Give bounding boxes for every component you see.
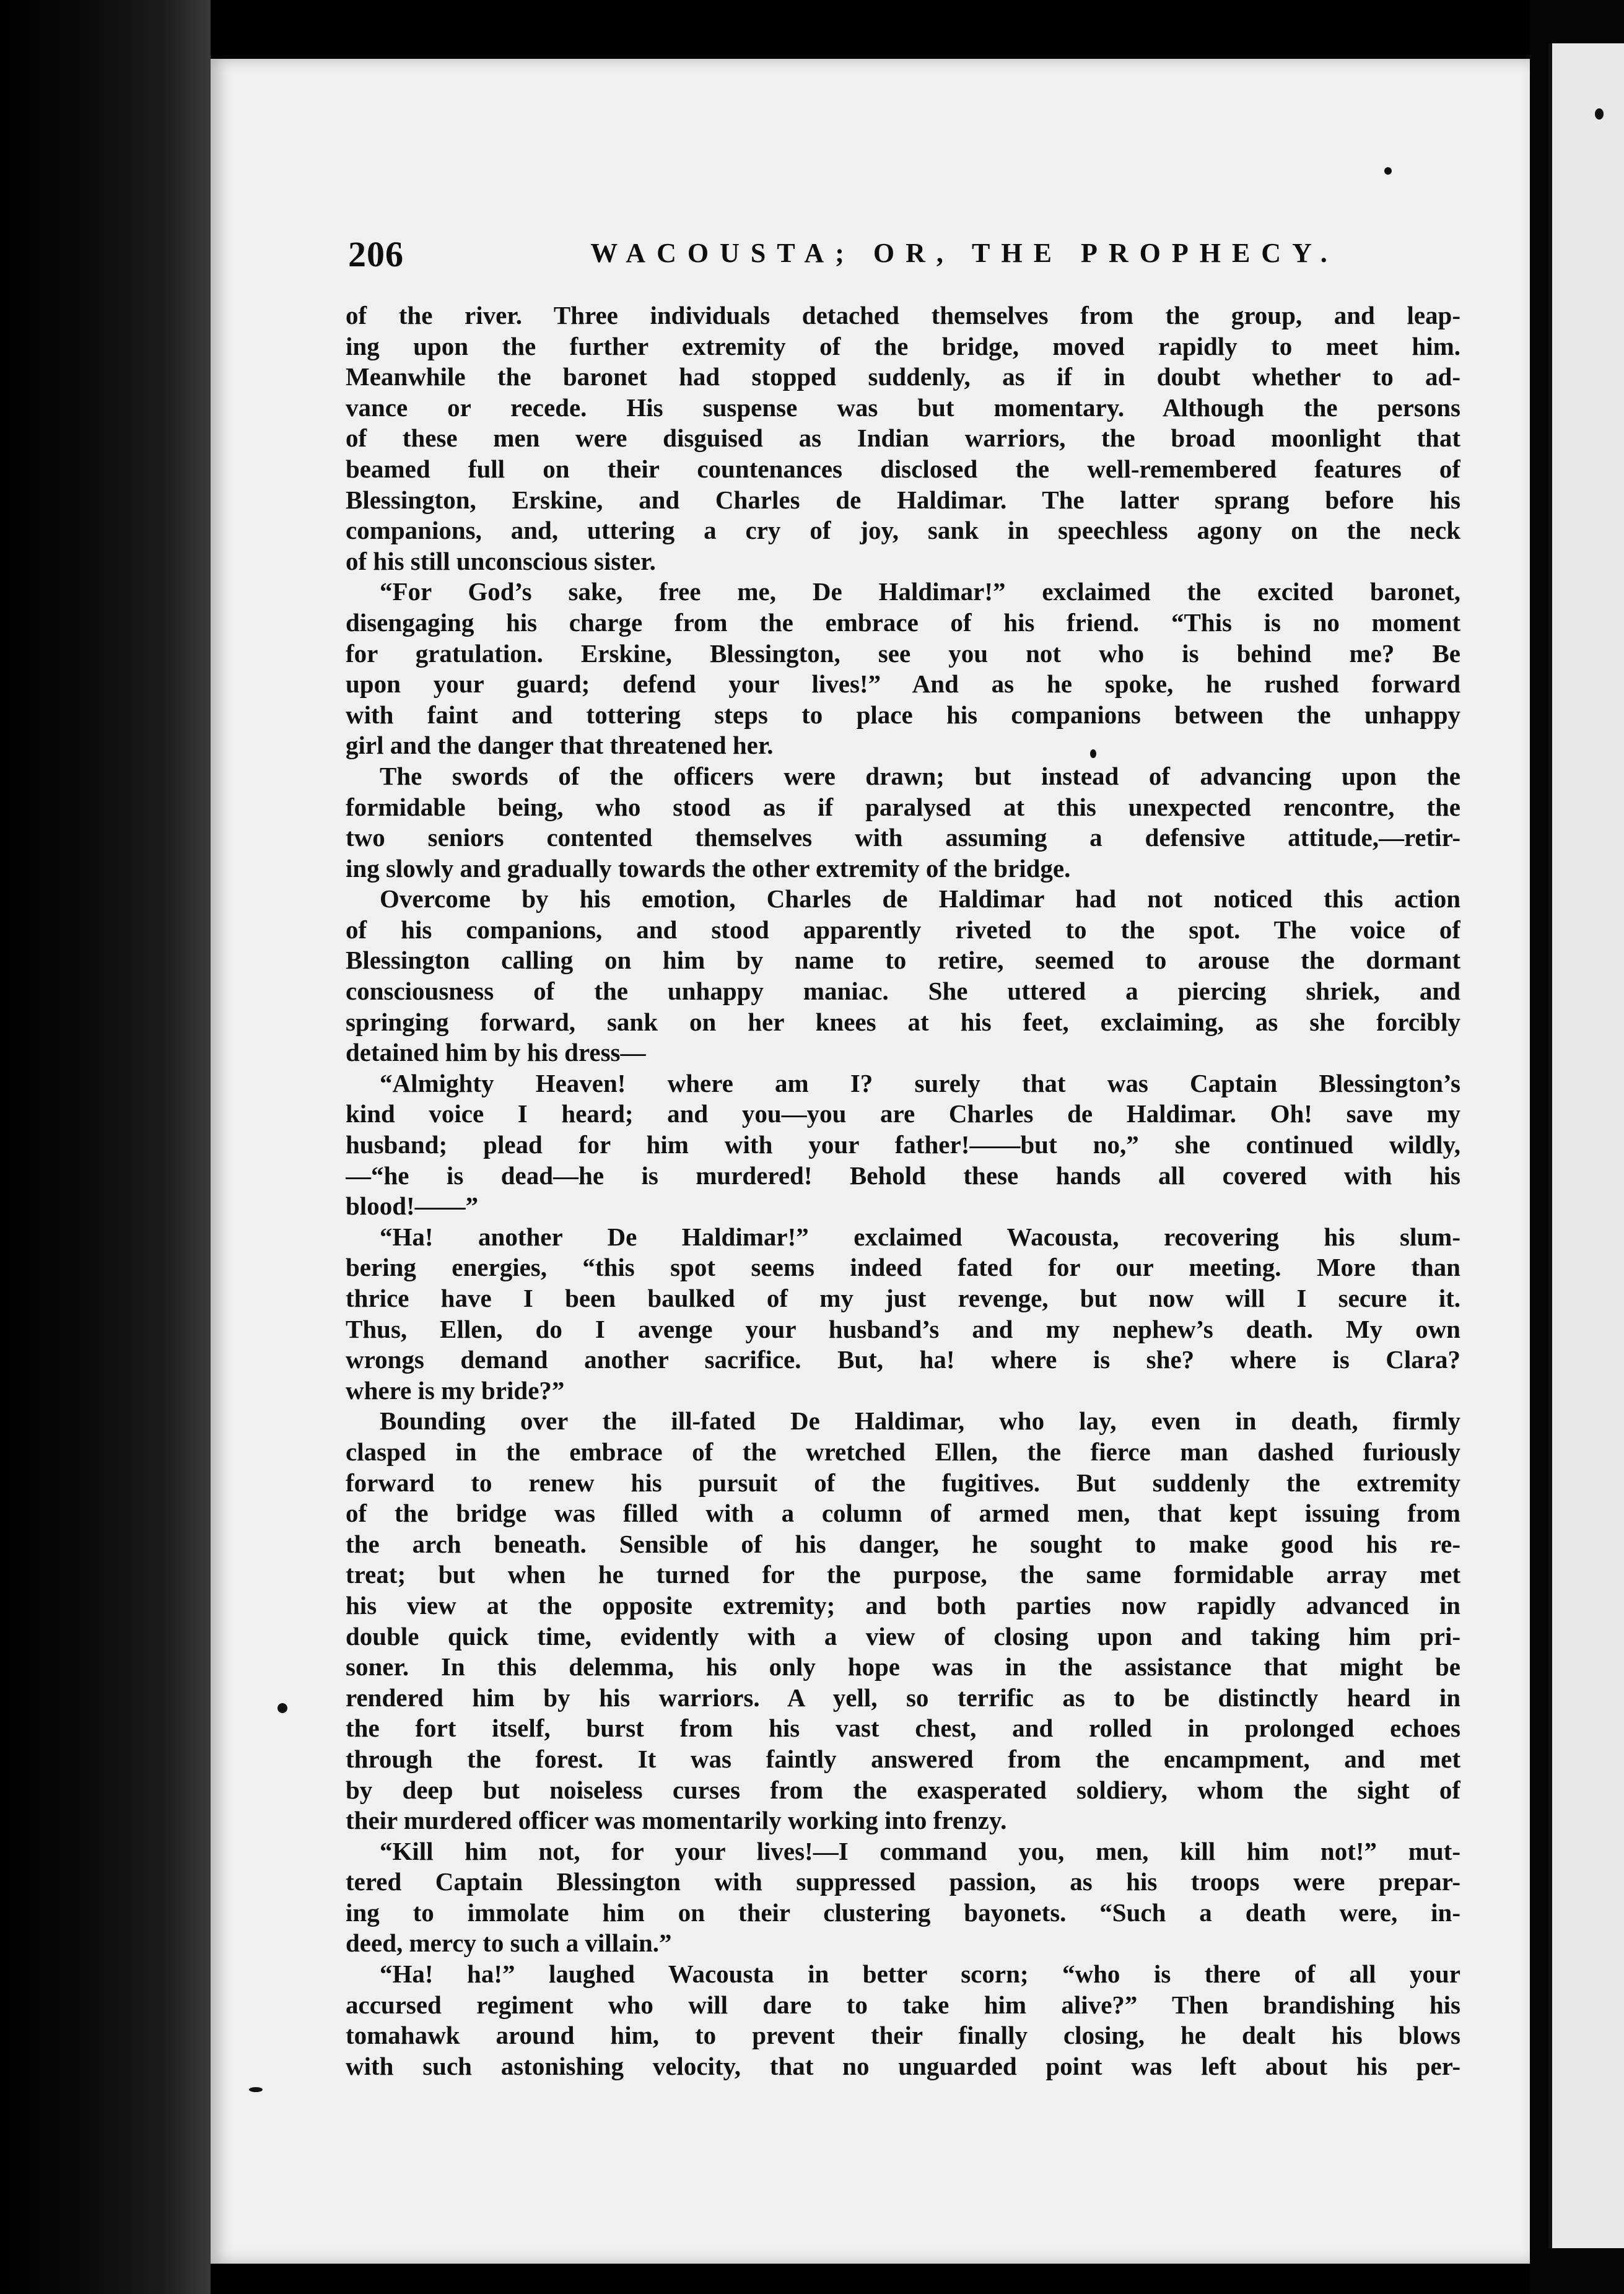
text-line: double quick time, evidently with a view of closing upon and taking him pri- [346, 1621, 1460, 1651]
text-line: —“he is dead—he is murdered! Behold these hands all covered with his [346, 1161, 1460, 1190]
text-line: “Ha! another De Haldimar!” exclaimed Wacousta, recovering his slum- [380, 1222, 1460, 1251]
text-line: “Ha! ha!” laughed Wacousta in better scorn; “who is there of all your [380, 1960, 1460, 1989]
text-line: detained him by his dress— [346, 1038, 646, 1067]
text-line: Bounding over the ill-fated De Haldimar, who lay, even in death, firmly [380, 1406, 1460, 1436]
text-line: their murdered officer was momentarily working into frenzy. [346, 1806, 1007, 1835]
text-line: Blessington, Erskine, and Charles de Haldimar. The latter sprang before his [346, 485, 1460, 514]
text-line: husband; plead for him with your father!——but no,” she continued wildly, [346, 1130, 1460, 1159]
text-line: Overcome by his emotion, Charles de Haldimar had not noticed this action [380, 884, 1460, 914]
text-line: the arch beneath. Sensible of his danger, he sought to make good his re- [346, 1529, 1460, 1558]
text-line: Blessington calling on him by name to retire, seemed to arouse the dormant [346, 946, 1460, 975]
text-line: of these men were disguised as Indian warriors, the broad moonlight that [346, 424, 1460, 453]
text-line: forward to renew his pursuit of the fugitives. But suddenly the extremity [346, 1468, 1460, 1497]
text-line: beamed full on their countenances disclosed the well-remembered features of [346, 454, 1460, 483]
text-line: by deep but noiseless curses from the exasperated soldiery, whom the sight of [346, 1775, 1460, 1804]
text-line: for gratulation. Erskine, Blessington, see you not who is behind me? Be [346, 639, 1460, 668]
page-header [348, 233, 1444, 283]
text-line: thrice have I been baulked of my just revenge, but now will I secure it. [346, 1284, 1460, 1312]
text-line: “Almighty Heaven! where am I? surely that was Captain Blessington’s [380, 1068, 1460, 1097]
text-line: blood!——” [346, 1192, 479, 1221]
body-text [346, 300, 1460, 2082]
text-line: tered Captain Blessington with suppressed passion, as his troops were prepar- [346, 1867, 1460, 1896]
book-page [211, 59, 1530, 2264]
text-line: tomahawk around him, to prevent their finally closing, he dealt his blows [346, 2021, 1460, 2050]
text-line: consciousness of the unhappy maniac. She uttered a piercing shriek, and [346, 977, 1460, 1006]
text-line: upon your guard; defend your lives!” And as he spoke, he rushed forward [346, 669, 1460, 699]
text-line: ing slowly and gradually towards the other extremity of the bridge. [346, 853, 1071, 883]
text-line: of the bridge was filled with a column of armed men, that kept issuing from [346, 1499, 1460, 1528]
text-line: bering energies, “this spot seems indeed fated for our meeting. More than [346, 1253, 1460, 1282]
text-line: Thus, Ellen, do I avenge your husband’s and my nephew’s death. My own [346, 1314, 1460, 1343]
text-line: wrongs demand another sacrifice. But, ha! where is she? where is Clara? [346, 1345, 1460, 1374]
text-line: of his companions, and stood apparently riveted to the spot. The voice of [346, 915, 1460, 944]
text-line: soner. In this delemma, his only hope was in the assistance that might be [346, 1652, 1460, 1681]
scan-binding-shadow [0, 0, 211, 2294]
text-line: of his still unconscious sister. [346, 546, 656, 575]
text-line: “For God’s sake, free me, De Haldimar!” exclaimed the excited baronet, [380, 577, 1460, 606]
text-line: deed, mercy to such a villain.” [346, 1929, 672, 1958]
text-line: vance or recede. His suspense was but momentary. Although the persons [346, 393, 1460, 422]
page-number: 206 [348, 234, 404, 274]
facing-page-edge [1548, 43, 1624, 2248]
text-line: rendered him by his warriors. A yell, so terrific as to be distinctly heard in [346, 1683, 1460, 1712]
text-line: ing to immolate him on their clustering bayonets. “Such a death were, in- [346, 1898, 1460, 1927]
text-line: accursed regiment who will dare to take him alive?” Then brandishing his [346, 1990, 1460, 2019]
text-line: ing upon the further extremity of the bridge, moved rapidly to meet him. [346, 331, 1460, 360]
text-line: kind voice I heard; and you—you are Charles de Haldimar. Oh! save my [346, 1099, 1460, 1128]
text-line: his view at the opposite extremity; and both parties now rapidly advanced in [346, 1590, 1460, 1620]
text-line: girl and the danger that threatened her. [346, 731, 774, 760]
text-line: Meanwhile the baronet had stopped suddenly, as if in doubt whether to ad- [346, 362, 1460, 391]
running-title: WACOUSTA; OR, THE PROPHECY. [590, 238, 1338, 268]
text-line: disengaging his charge from the embrace of his friend. “This is no moment [346, 608, 1460, 637]
text-line: treat; but when he turned for the purpose, the same formidable array met [346, 1560, 1460, 1589]
text-line: the fort itself, burst from his vast chest, and rolled in prolonged echoes [346, 1714, 1460, 1743]
text-line: of the river. Three individuals detached themselves from the group, and leap- [346, 301, 1460, 329]
text-line: clasped in the embrace of the wretched Ellen, the fierce man dashed furiously [346, 1437, 1460, 1466]
text-line: with faint and tottering steps to place his companions between the unhappy [346, 700, 1460, 729]
text-line: formidable being, who stood as if paralysed at this unexpected rencontre, the [346, 792, 1460, 821]
text-line: through the forest. It was faintly answered from the encampment, and met [346, 1744, 1460, 1773]
text-line: two seniors contented themselves with assuming a defensive attitude,—retir- [346, 823, 1460, 852]
text-line: companions, and, uttering a cry of joy, sank in speechless agony on the neck [346, 516, 1460, 545]
text-line: “Kill him not, for your lives!—I command you, men, kill him not!” mut- [380, 1836, 1460, 1865]
text-line: with such astonishing velocity, that no unguarded point was left about his per- [346, 2051, 1460, 2080]
text-line: springing forward, sank on her knees at his feet, exclaiming, as she forcibly [346, 1007, 1460, 1036]
text-line: The swords of the officers were drawn; but instead of advancing upon the [380, 761, 1460, 790]
text-line: where is my bride?” [346, 1376, 565, 1405]
